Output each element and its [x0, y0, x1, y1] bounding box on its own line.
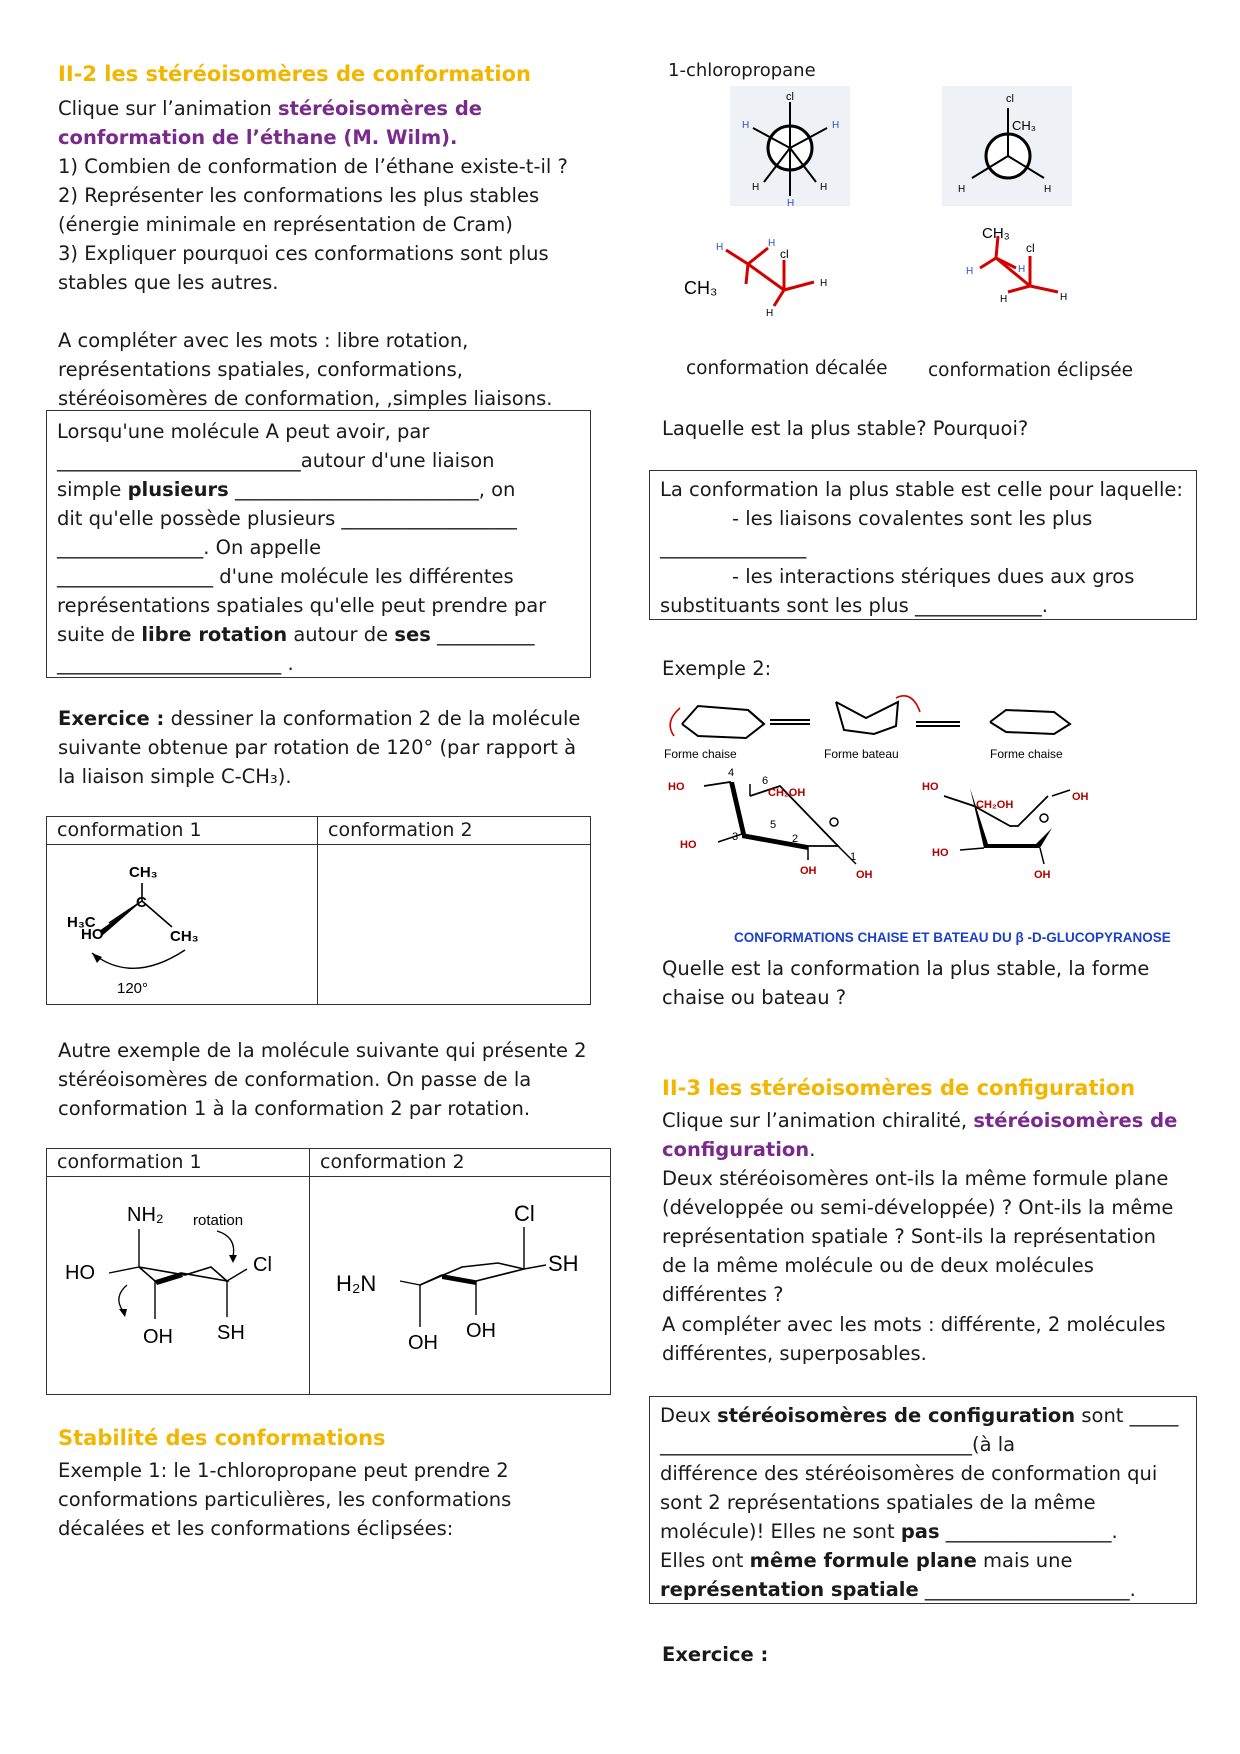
- svg-text:OH: OH: [1072, 791, 1089, 803]
- cram-eclipsed-drawing: [966, 225, 1067, 305]
- label-sh: SH: [217, 1322, 245, 1344]
- label-h2n: H₂N: [336, 1271, 377, 1296]
- rotation-arrow-icon: [119, 1285, 127, 1311]
- cyclohexane-conf2-drawing: [310, 1177, 610, 1389]
- box3-line: Deux stéréoisomères de configuration sont _____: [660, 1404, 1179, 1427]
- section-title-configuration: II-3 les stéréoisomères de configuration: [662, 1076, 1136, 1100]
- question-1: 1) Combien de conformation de l’éthane existe-t-il ?: [58, 155, 568, 178]
- box1-line: _________________________autour d'une liaison: [57, 449, 495, 472]
- svg-text:OH: OH: [1034, 869, 1051, 881]
- intro-paragraph: [58, 94, 578, 152]
- table2-header-1: conformation 1: [47, 1149, 310, 1177]
- cram-staggered-drawing: [684, 238, 827, 319]
- section-title-conformation: II-2 les stéréoisomères de conformation: [58, 62, 531, 86]
- eclipsed-caption: conformation éclipsée: [928, 360, 1133, 381]
- label-h3c: H₃C: [67, 914, 96, 931]
- box1-line: ________________ d'une molécule les différentes: [57, 565, 514, 588]
- svg-text:H: H: [966, 266, 974, 277]
- svg-text:CH₂OH: CH₂OH: [976, 799, 1014, 811]
- box3-line: différence des stéréoisomères de conformation qui: [660, 1462, 1158, 1485]
- glucopyranose-chair-drawing: [668, 767, 873, 881]
- question-3: 3) Expliquer pourquoi ces conformations sont plus stables que les autres.: [58, 242, 549, 294]
- svg-text:H: H: [716, 242, 724, 253]
- fill-in-box-conformation: [46, 410, 591, 678]
- box1-line: _______________. On appelle: [57, 536, 322, 559]
- svg-text:4: 4: [728, 767, 735, 779]
- svg-text:H: H: [1044, 184, 1052, 195]
- svg-text:H: H: [1018, 264, 1026, 275]
- conformation-table-1: [46, 816, 591, 1005]
- other-example-paragraph: Autre exemple de la molécule suivante qui présente 2 stéréoisomères de conformation. On passe de la conformation 1 à la conformation 2 par rotation.: [58, 1039, 587, 1120]
- label-120: 120°: [117, 980, 149, 997]
- label-c: C: [136, 894, 147, 911]
- svg-text:H: H: [1000, 294, 1008, 305]
- cram-molecule-drawing: [47, 845, 317, 999]
- complete2-instructions: A compléter avec les mots : différente, 2 molécules différentes, superposables.: [662, 1313, 1166, 1365]
- intro2-paragraph: [662, 1106, 1182, 1164]
- fill-in-box-configuration: [649, 1396, 1197, 1604]
- svg-text:1: 1: [850, 851, 857, 863]
- rotation-arrow-icon: [92, 950, 185, 968]
- label-ho: HO: [81, 926, 104, 943]
- exercise-text: dessiner la conformation 2 de la molécule suivante obtenue par rotation de 120° (par rapport à la liaison simple C-CH₃).: [58, 707, 581, 788]
- box1-line: suite de libre rotation autour de ses __________: [57, 623, 535, 646]
- svg-text:OH: OH: [800, 865, 817, 877]
- which-stable-question: Laquelle est la plus stable? Pourquoi?: [662, 417, 1029, 440]
- intro2-suffix: .: [809, 1138, 816, 1161]
- box2-line: - les interactions stériques dues aux gros: [732, 565, 1135, 588]
- conformation-table-2: [46, 1148, 611, 1395]
- chair-or-boat-question: Quelle est la conformation la plus stable, la forme chaise ou bateau ?: [662, 957, 1150, 1009]
- svg-text:CH₃: CH₃: [684, 278, 718, 298]
- svg-text:HO: HO: [668, 781, 685, 793]
- svg-text:2: 2: [792, 833, 799, 845]
- svg-text:H: H: [1060, 292, 1068, 303]
- intro2-prefix: Clique sur l’animation chiralité,: [662, 1109, 968, 1132]
- table1-header-2: conformation 2: [318, 817, 591, 845]
- glucopyranose-caption: CONFORMATIONS CHAISE ET BATEAU DU β -D-GLUCOPYRANOSE: [734, 930, 1171, 945]
- svg-text:OH: OH: [856, 869, 873, 881]
- table2-conformation-2-cell: [310, 1177, 611, 1395]
- label-oh-2: OH: [408, 1332, 438, 1354]
- cyclohexane-conf1-drawing: [47, 1177, 309, 1389]
- label-sh: SH: [548, 1251, 579, 1276]
- exercise-paragraph: [58, 704, 588, 791]
- box3-line: Elles ont même formule plane mais une: [660, 1549, 1073, 1572]
- table1-conformation-2-cell: [318, 845, 591, 1005]
- box1-line: dit qu'elle possède plusieurs __________________: [57, 507, 517, 530]
- questions-block: [58, 152, 578, 297]
- svg-text:HO: HO: [680, 839, 697, 851]
- svg-text:H: H: [820, 182, 828, 193]
- box2-line: - les liaisons covalentes sont les plus: [732, 507, 1093, 530]
- flip-arrow-icon: [896, 696, 920, 712]
- svg-text:cl: cl: [780, 247, 789, 261]
- chair-label-2: Forme chaise: [990, 747, 1063, 761]
- svg-text:3: 3: [732, 831, 739, 843]
- table1-conformation-1-cell: [47, 845, 318, 1005]
- svg-text:HO: HO: [922, 781, 939, 793]
- svg-text:H: H: [742, 120, 750, 131]
- intro-animation-link[interactable]: stéréoisomères de conformation de l’éthane (M. Wilm).: [58, 97, 483, 149]
- svg-text:H: H: [752, 182, 760, 193]
- svg-text:6: 6: [762, 775, 769, 787]
- box1-line: représentations spatiales qu'elle peut prendre par: [57, 594, 547, 617]
- box2-line: La conformation la plus stable est celle pour laquelle:: [660, 478, 1183, 501]
- example2-label: Exemple 2:: [662, 657, 772, 680]
- label-oh-1: OH: [466, 1320, 496, 1342]
- box3-line: molécule)! Elles ne sont pas _________________.: [660, 1520, 1118, 1543]
- svg-text:CH₃: CH₃: [1012, 118, 1037, 133]
- svg-text:CH₂OH: CH₂OH: [768, 787, 806, 799]
- table2-conformation-1-cell: [47, 1177, 310, 1395]
- svg-text:CH₃: CH₃: [982, 225, 1010, 242]
- exercise2-label: Exercice :: [662, 1643, 769, 1666]
- newman-staggered-drawing: [730, 86, 850, 209]
- stability-title: Stabilité des conformations: [58, 1426, 386, 1450]
- label-oh: OH: [143, 1326, 173, 1348]
- svg-text:H: H: [768, 238, 776, 249]
- table2-header-2: conformation 2: [310, 1149, 611, 1177]
- intro2-animation-link[interactable]: stéréoisomères de configuration: [662, 1109, 1178, 1161]
- fill-in-box-stability: [649, 470, 1197, 620]
- svg-text:HO: HO: [932, 847, 949, 859]
- svg-text:H: H: [958, 184, 966, 195]
- box3-line: sont 2 représentations spatiales de la même: [660, 1491, 1096, 1514]
- box3-line: représentation spatiale _____________________.: [660, 1578, 1136, 1601]
- example1-paragraph: Exemple 1: le 1-chloropropane peut prendre 2 conformations particulières, les conformations décalées et les conformations éclipsées:: [58, 1459, 512, 1540]
- svg-text:H: H: [832, 120, 840, 131]
- staggered-caption: conformation décalée: [686, 358, 888, 379]
- label-cl: Cl: [253, 1254, 272, 1276]
- complete-instructions: A compléter avec les mots : libre rotation, représentations spatiales, conformations, stéréoisomères de conformation, ,simples liaisons.: [58, 329, 553, 410]
- chloropropane-figures: [660, 82, 1160, 382]
- configuration-question: Deux stéréoisomères ont-ils la même formule plane (développée ou semi-développée) ? Ont-ils la même représentation spatiale ? Sont-ils la représentation de la même molécule ou de deux molécules différentes ?: [662, 1167, 1174, 1306]
- label-cl: Cl: [514, 1201, 535, 1226]
- svg-text:cl: cl: [786, 91, 794, 103]
- label-nh2: NH₂: [127, 1204, 164, 1226]
- flip-arrow-icon: [670, 708, 680, 736]
- box1-line: simple plusieurs _________________________, on: [57, 478, 516, 501]
- svg-text:cl: cl: [1026, 241, 1035, 255]
- label-ch3-right: CH₃: [170, 928, 199, 945]
- boat-label: Forme bateau: [824, 747, 899, 761]
- intro-prefix: Clique sur l’animation: [58, 97, 272, 120]
- svg-text:H: H: [787, 198, 795, 209]
- svg-text:5: 5: [770, 819, 777, 831]
- box3-line: ________________________________(à la: [660, 1433, 1016, 1456]
- label-ho: HO: [65, 1262, 95, 1284]
- box1-line: Lorsqu'une molécule A peut avoir, par: [57, 420, 430, 443]
- chloropropane-label: 1-chloropropane: [668, 60, 816, 81]
- chair-boat-figure: [660, 678, 1200, 928]
- svg-text:H: H: [766, 308, 774, 319]
- svg-text:cl: cl: [1006, 93, 1014, 105]
- table1-header-1: conformation 1: [47, 817, 318, 845]
- box2-line: substituants sont les plus _____________.: [660, 594, 1048, 617]
- label-ch3-top: CH₃: [129, 864, 158, 881]
- box2-line: _______________: [660, 536, 807, 559]
- glucopyranose-boat-drawing: [922, 781, 1089, 881]
- newman-eclipsed-drawing: [942, 86, 1072, 206]
- question-2: 2) Représenter les conformations les plus stables (énergie minimale en représentation de Cram): [58, 184, 540, 236]
- chair-label-1: Forme chaise: [664, 747, 737, 761]
- exercise-label: Exercice :: [58, 707, 165, 730]
- box1-line: _______________________ .: [57, 652, 294, 675]
- svg-text:H: H: [820, 278, 828, 289]
- label-rotation: rotation: [193, 1212, 244, 1229]
